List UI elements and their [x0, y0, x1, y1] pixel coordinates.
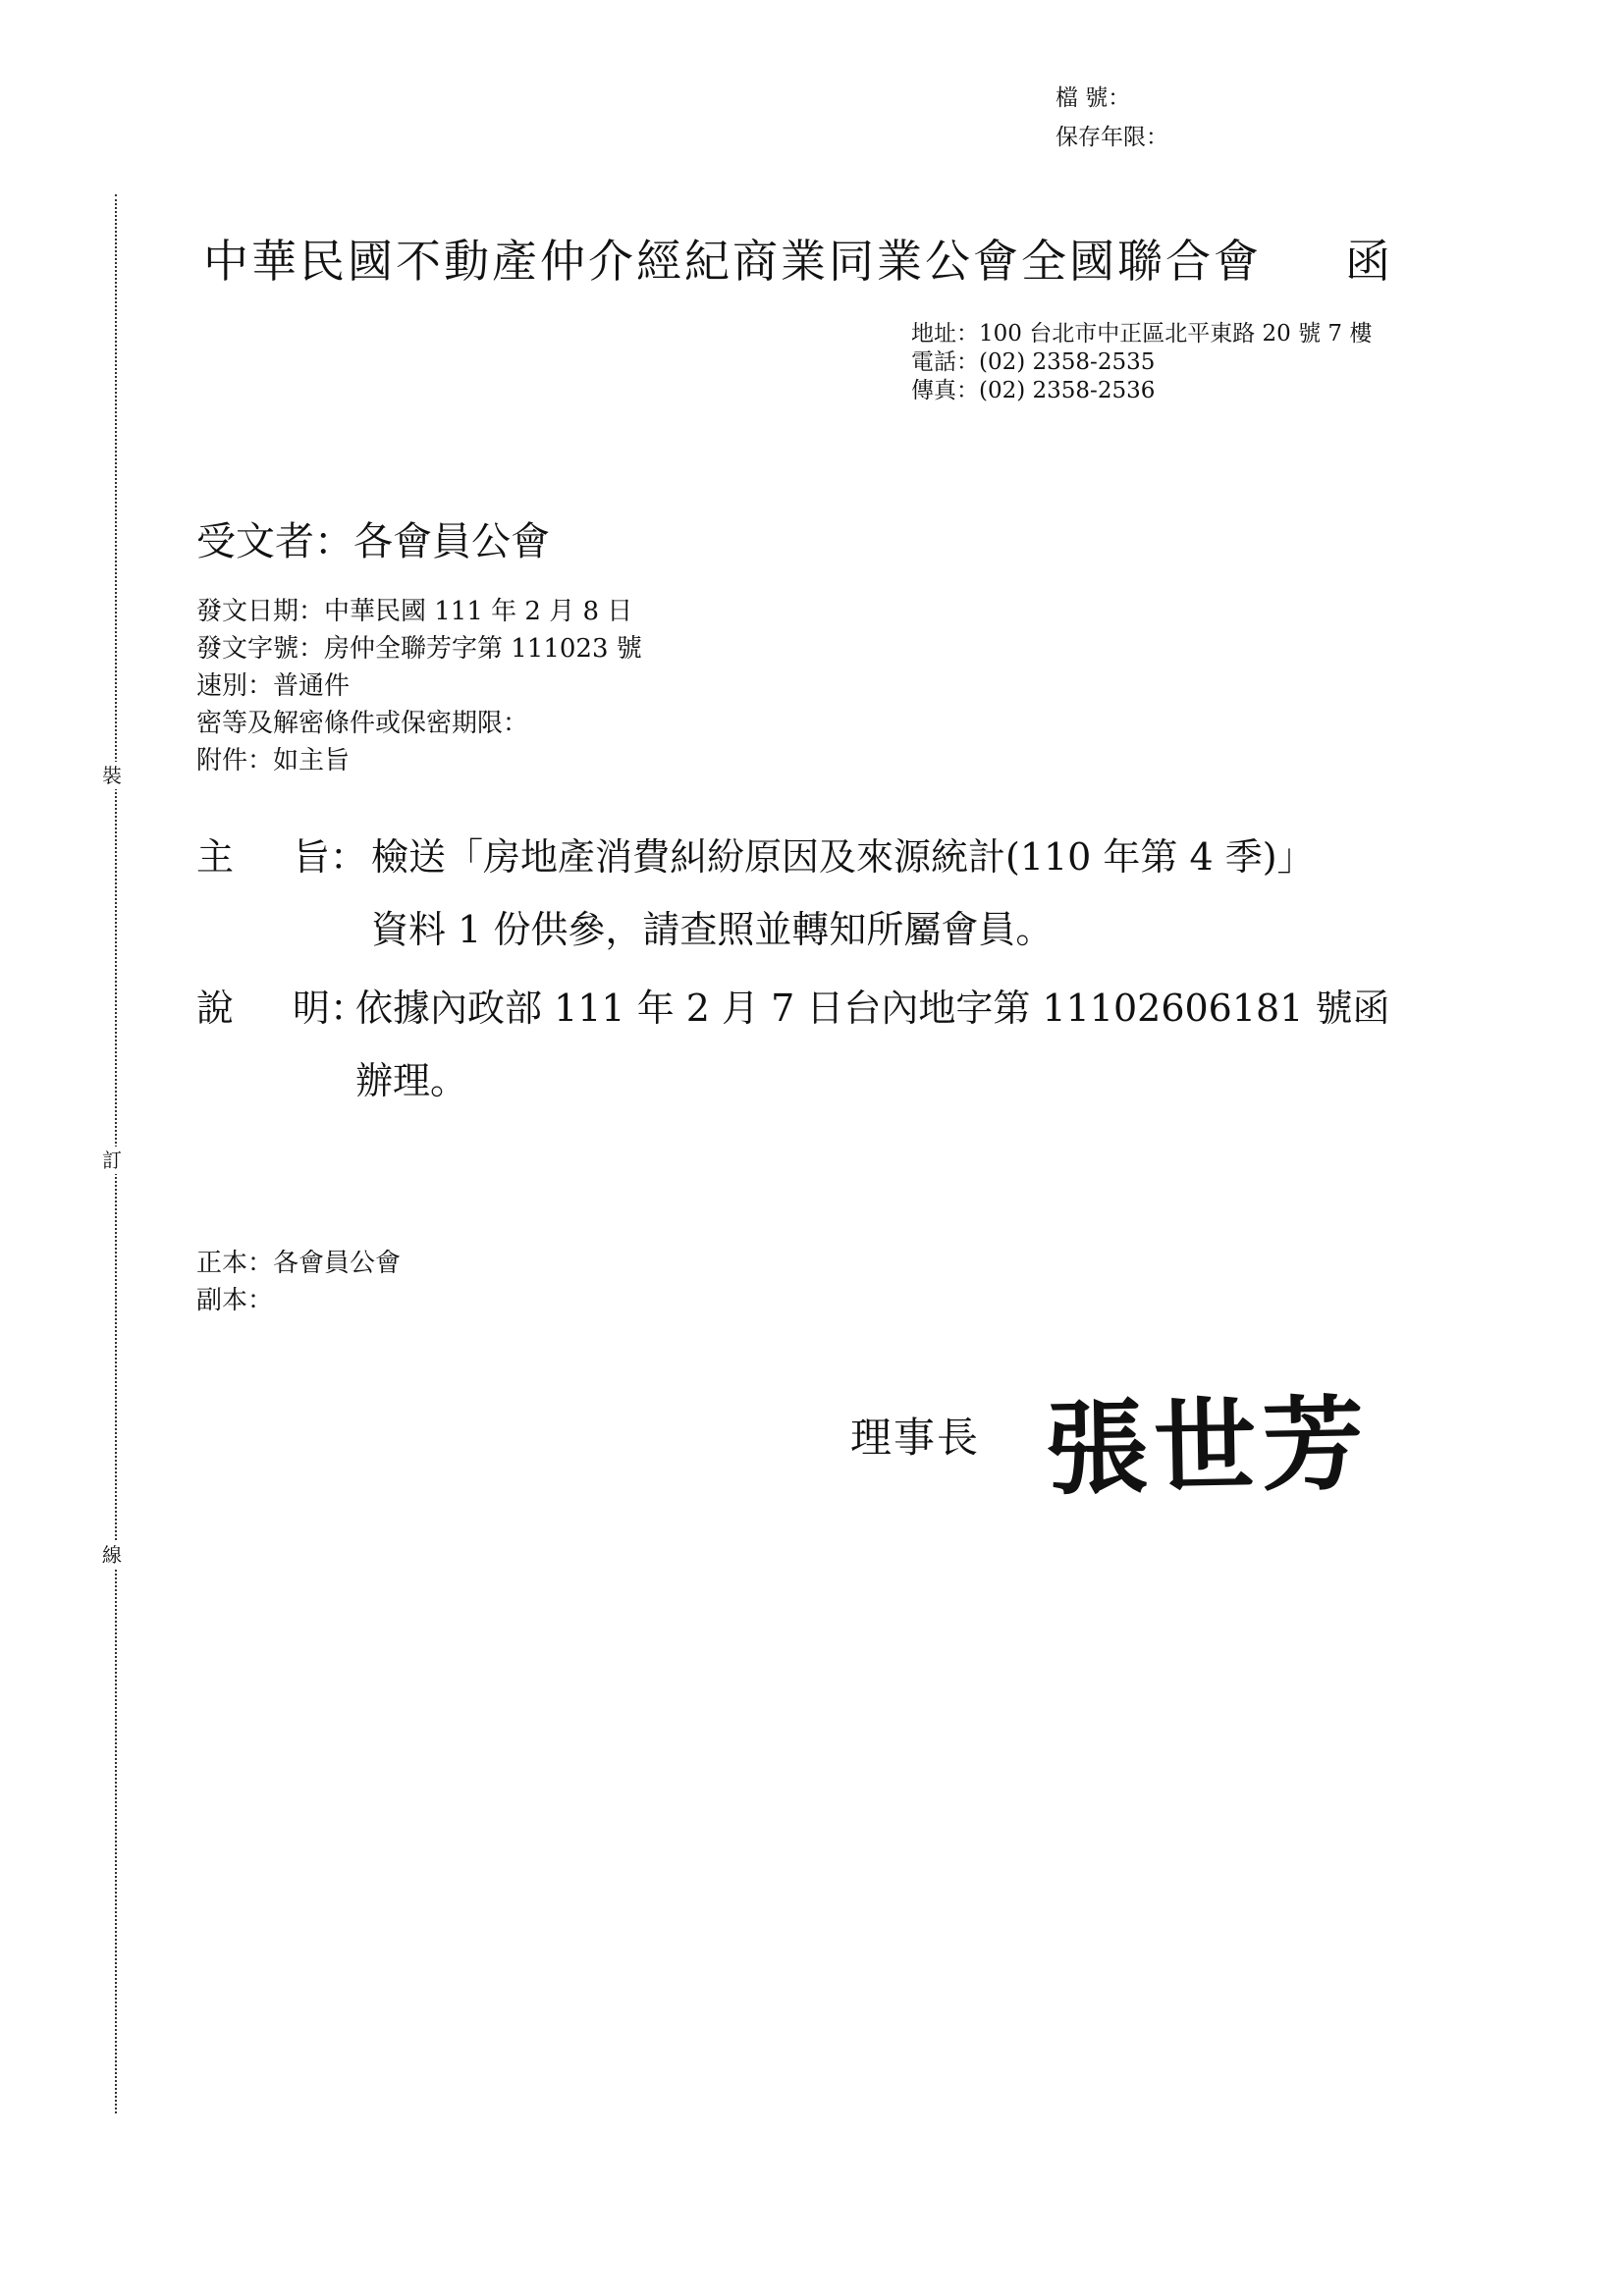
- binding-char-xian: 線: [102, 1543, 122, 1567]
- document-meta: [196, 593, 642, 779]
- explanation-label-b: 明：: [293, 987, 368, 1030]
- distribution-list: [196, 1245, 401, 1319]
- subject-label-b: 旨：: [293, 835, 368, 879]
- organization-title: 中華民國不動產仲介經紀商業同業公會全國聯合會: [203, 235, 1262, 288]
- issue-date: 發文日期：中華民國 111 年 2 月 8 日: [196, 597, 633, 626]
- file-number-label: 檔 號：: [1056, 85, 1131, 111]
- document-type: 函: [1345, 235, 1390, 288]
- binding-char-zhuang: 裝: [102, 764, 122, 787]
- recipient: 受文者：各會員公會: [196, 519, 550, 564]
- address-line: 地址：100 台北市中正區北平東路 20 號 7 樓: [911, 321, 1373, 347]
- archive-info: [1056, 79, 1168, 157]
- document-number: 發文字號：房仲全聯芳字第 111023 號: [196, 634, 642, 664]
- signatory-title: 理事長: [850, 1414, 981, 1462]
- explanation-line-2: 辦理。: [355, 1059, 468, 1102]
- explanation-line-1: 依據內政部 111 年 2 月 7 日台內地字第 11102606181 號函: [355, 987, 1390, 1030]
- signature-name: 張世芳: [1045, 1384, 1372, 1510]
- retention-period-label: 保存年限：: [1056, 125, 1168, 150]
- delivery-speed: 速別：普通件: [196, 671, 351, 701]
- copy-recipients: 副本：: [196, 1286, 274, 1315]
- subject-label: [196, 827, 367, 881]
- phone-line: 電話：(02) 2358-2535: [911, 349, 1156, 375]
- binding-char-ding: 訂: [102, 1148, 122, 1172]
- subject-line-1: 檢送「房地產消費糾紛原因及來源統計(110 年第 4 季)」: [371, 835, 1315, 879]
- explanation-label: [196, 978, 367, 1032]
- explanation-label-a: 說: [196, 987, 235, 1030]
- fax-line: 傳真：(02) 2358-2536: [911, 378, 1156, 403]
- original-recipients: 正本：各會員公會: [196, 1249, 402, 1278]
- security-level: 密等及解密條件或保密期限：: [196, 709, 529, 738]
- subject-label-a: 主: [196, 835, 235, 879]
- attachment: 附件：如主旨: [196, 746, 351, 775]
- subject-line-2: 資料 1 份供參，請查照並轉知所屬會員。: [371, 908, 1054, 951]
- contact-block: [911, 320, 1372, 405]
